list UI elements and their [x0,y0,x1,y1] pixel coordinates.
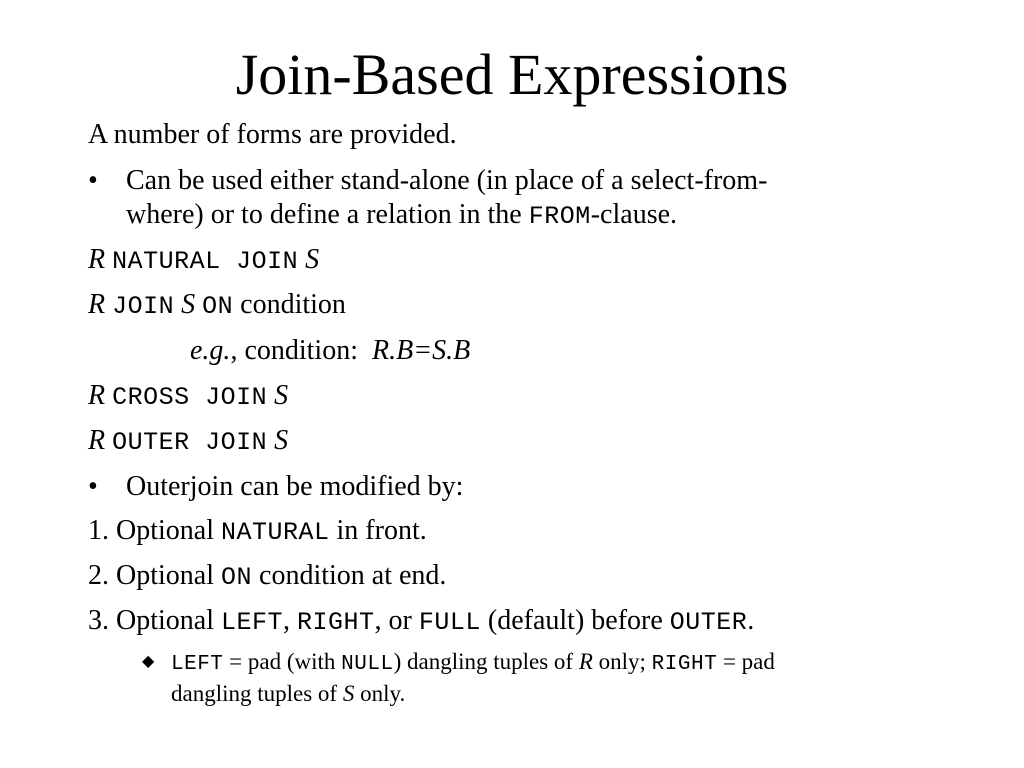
sub-t1: = pad (with [223,649,342,674]
form-natural-join [88,243,319,279]
item2-post: condition at end. [252,560,447,591]
sub-t3: only; [592,649,652,674]
code-left: LEFT [171,653,224,676]
condition-text: condition [240,289,346,320]
item3-end: . [747,605,755,636]
sub-t2: ) dangling tuples of [393,649,579,674]
item-2 [88,559,446,595]
kw-natural-join: NATURAL JOIN [112,247,299,276]
intro-text: A number of forms are provided. [88,119,457,150]
bullet2-text: Outerjoin can be modified by: [126,471,464,502]
item2-pre: 2. Optional [88,560,221,591]
relation-s: S [274,425,289,456]
bullet1-line2 [126,198,677,234]
item1-pre: 1. Optional [88,515,221,546]
form-cross-join [88,379,288,415]
item3-pre: 3. Optional [88,605,221,636]
item3-sep1: , [283,605,298,636]
code-outer: OUTER [669,608,748,637]
bullet1-line2-post: -clause. [590,199,678,230]
item-3 [88,604,754,640]
code-left: LEFT [221,608,284,637]
relation-r: R [88,289,106,320]
kw-on: ON [202,292,234,321]
relation-s: S [181,289,196,320]
example-line [190,334,470,368]
form-join-on [88,288,346,324]
item-1 [88,514,427,550]
relation-r: R [88,425,106,456]
slide-title: Join-Based Expressions [235,42,789,107]
bullet1-line2-pre: where) or to define a relation in the [126,199,529,230]
code-null: NULL [341,653,394,676]
code-on: ON [221,563,253,592]
kw-cross-join: CROSS JOIN [112,383,268,412]
kw-join: JOIN [112,292,175,321]
bullet-marker: • [88,471,98,502]
code-full: FULL [418,608,481,637]
sub-line2-post: only. [354,681,406,706]
code-right: RIGHT [297,608,375,637]
subbullet-line2 [171,678,405,710]
relation-r: R [88,380,106,411]
relation-s: S [305,244,320,275]
relation-r: R [578,649,593,674]
relation-s: S [342,681,355,706]
diamond-bullet-icon: ◆ [142,653,155,670]
kw-outer-join: OUTER JOIN [112,428,268,457]
example-mid: , condition: [230,335,358,366]
eg-text: e.g. [190,335,231,366]
code-from: FROM [528,202,591,231]
item3-sep2: , or [374,605,419,636]
sub-t4: = pad [717,649,775,674]
code-natural: NATURAL [221,518,330,547]
example-expr: R.B=S.B [371,335,471,366]
bullet1-line1: Can be used either stand-alone (in place of a select-from- [126,165,768,196]
subbullet-line1 [171,646,775,681]
item3-mid: (default) before [480,605,670,636]
bullet-marker: • [88,165,98,196]
sub-line2-pre: dangling tuples of [171,681,343,706]
relation-s: S [274,380,289,411]
form-outer-join [88,424,288,460]
item1-post: in front. [329,515,427,546]
code-right: RIGHT [651,653,718,676]
relation-r: R [88,244,106,275]
